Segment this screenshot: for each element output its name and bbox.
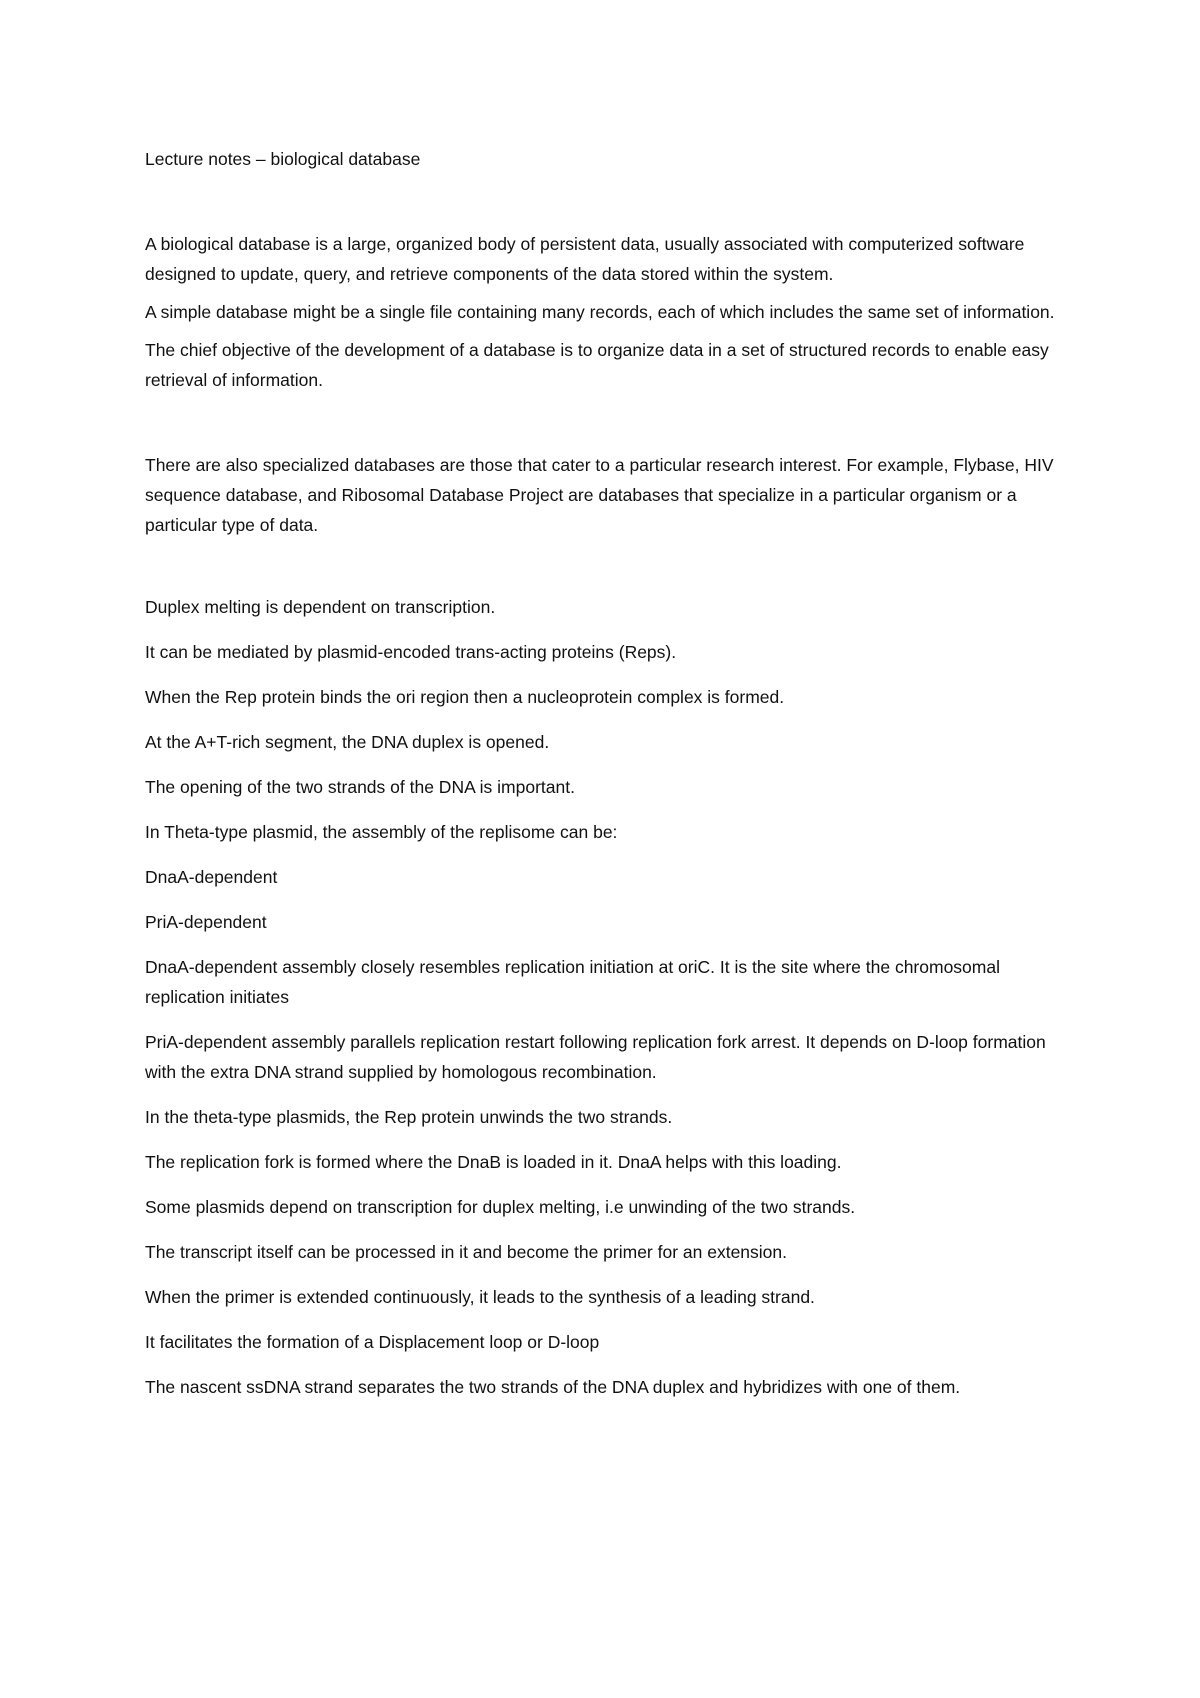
document-title: Lecture notes – biological database <box>145 149 421 169</box>
paragraph-replisome-assembly: In Theta-type plasmid, the assembly of the replisome can be: <box>145 822 618 842</box>
paragraph-rep-unwinding: In the theta-type plasmids, the Rep protein unwinds the two strands. <box>145 1107 673 1127</box>
document-body <box>145 144 1065 1402</box>
paragraph-duplex-melting: Duplex melting is dependent on transcription. <box>145 597 496 617</box>
paragraph-pria-assembly: PriA-dependent assembly parallels replication restart following replication fork arrest. It depends on D-loop formation with the extra DNA strand supplied by homologous recombination. <box>145 1032 1046 1082</box>
paragraph-transcription-melting: Some plasmids depend on transcription for duplex melting, i.e unwinding of the two strands. <box>145 1197 856 1217</box>
paragraph-leading-strand: When the primer is extended continuously, it leads to the synthesis of a leading strand. <box>145 1287 815 1307</box>
paragraph-d-loop: It facilitates the formation of a Displacement loop or D-loop <box>145 1332 600 1352</box>
paragraph-simple-database: A simple database might be a single file containing many records, each of which includes the same set of information. <box>145 302 1055 322</box>
paragraph-database-definition: A biological database is a large, organized body of persistent data, usually associated with computerized software designed to update, query, and retrieve components of the data stored within the system. <box>145 234 1025 284</box>
paragraph-replication-fork: The replication fork is formed where the DnaB is loaded in it. DnaA helps with this loading. <box>145 1152 842 1172</box>
paragraph-ssdna-hybridization: The nascent ssDNA strand separates the two strands of the DNA duplex and hybridizes with one of them. <box>145 1377 961 1397</box>
paragraph-rep-binding: When the Rep protein binds the ori region then a nucleoprotein complex is formed. <box>145 687 785 707</box>
paragraph-transcript-primer: The transcript itself can be processed in it and become the primer for an extension. <box>145 1242 787 1262</box>
paragraph-pria-dependent: PriA-dependent <box>145 912 267 932</box>
paragraph-reps: It can be mediated by plasmid-encoded trans-acting proteins (Reps). <box>145 642 677 662</box>
paragraph-specialized-databases: There are also specialized databases are those that cater to a particular research interest. For example, Flybase, HIV sequence database, and Ribosomal Database Project are databases that specialize in a particular organism or a particular type of data. <box>145 455 1054 535</box>
paragraph-dnaa-dependent: DnaA-dependent <box>145 867 278 887</box>
paragraph-at-rich-segment: At the A+T-rich segment, the DNA duplex is opened. <box>145 732 550 752</box>
paragraph-strand-opening: The opening of the two strands of the DNA is important. <box>145 777 575 797</box>
paragraph-dnaa-assembly: DnaA-dependent assembly closely resembles replication initiation at oriC. It is the site where the chromosomal replication initiates <box>145 957 1000 1007</box>
paragraph-chief-objective: The chief objective of the development of a database is to organize data in a set of structured records to enable easy retrieval of information. <box>145 340 1049 390</box>
